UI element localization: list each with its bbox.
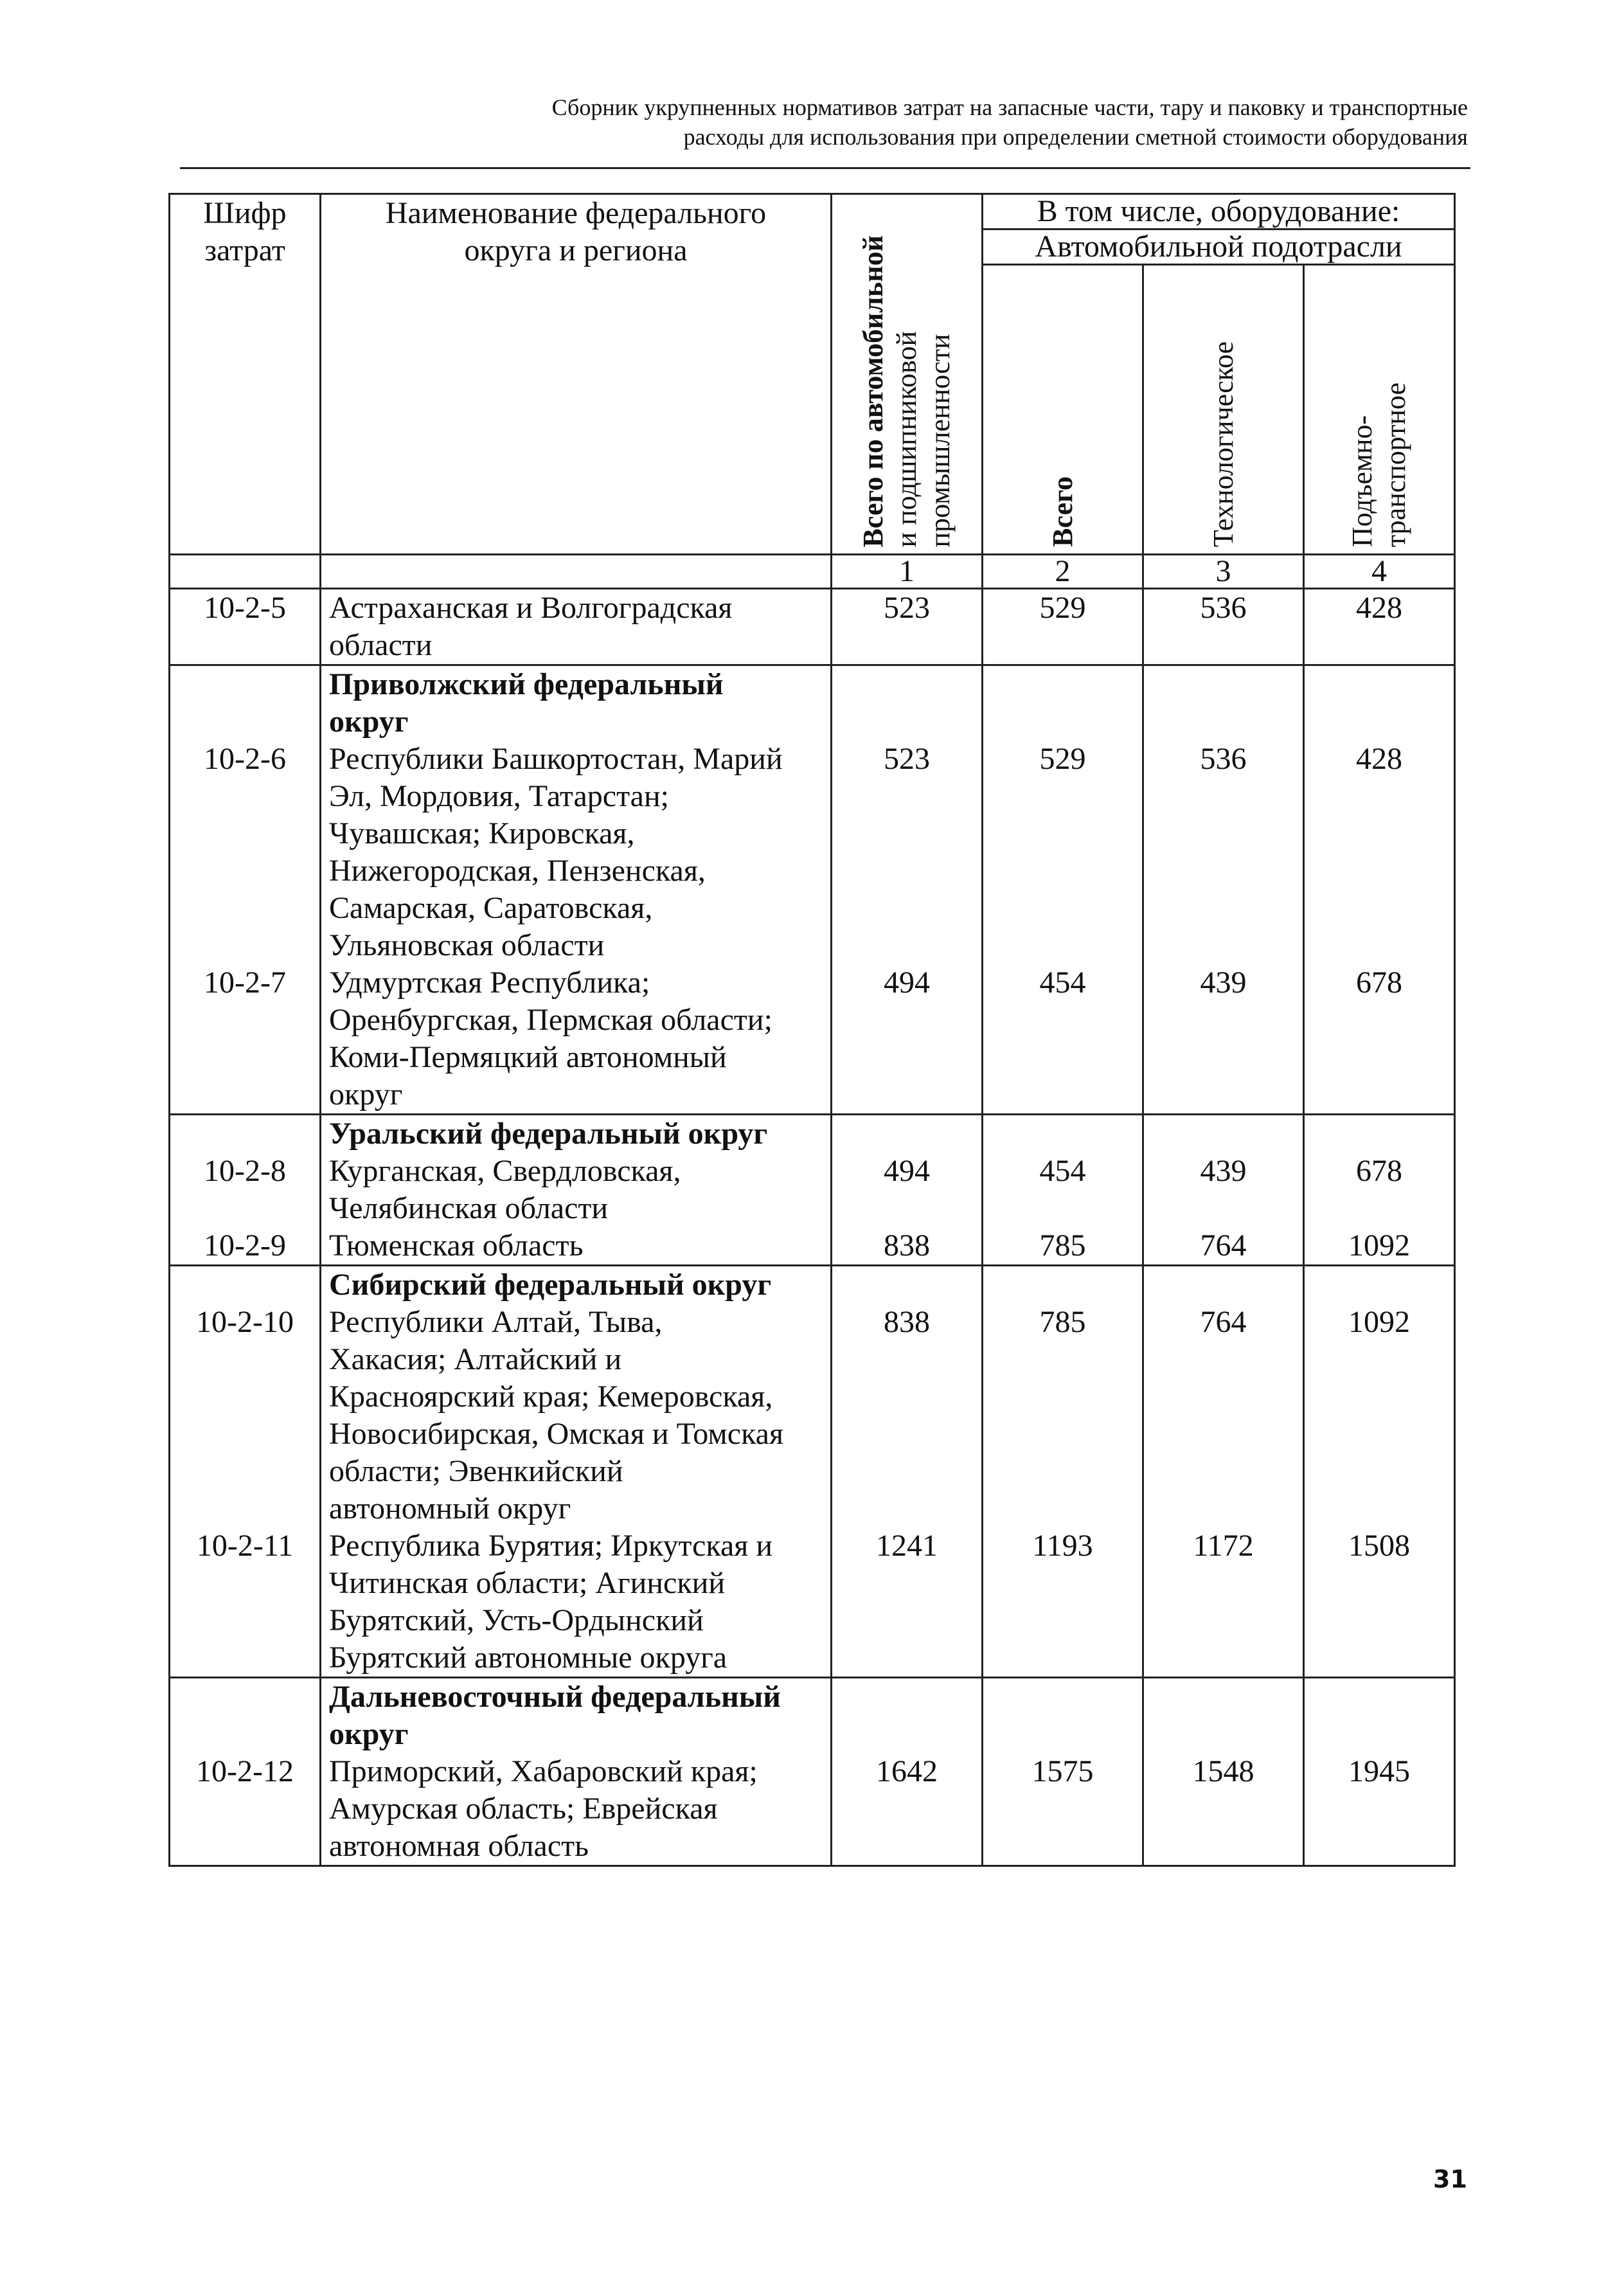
value-sub-total [983,1678,1143,1866]
header-name [321,194,832,555]
header-total-industry-line-3: промышленности [924,334,956,547]
header-sub-total [983,265,1143,555]
district-title: округ [329,1717,409,1751]
value-cell: 785 [1039,1228,1086,1263]
header-technological-text: Технологическое [1207,341,1239,547]
region-line: Тюменская область [329,1228,584,1263]
column-number-1: 1 [832,555,983,589]
colnum-empty-name [321,555,832,589]
value-cell: 1548 [1192,1754,1254,1788]
value-total-industry [832,1115,983,1266]
region-line: Хакасия; Алтайский и [329,1342,622,1376]
value-cell: 678 [1356,966,1402,1000]
value-cell: 494 [884,966,930,1000]
header-lifting-transport [1304,265,1455,555]
value-lifting-transport [1304,1115,1455,1266]
region-line: Читинская области; Агинский [329,1566,726,1600]
column-number-2: 2 [983,555,1143,589]
value-lifting-transport [1304,1266,1455,1678]
row-code: 10-2-8 [204,1154,286,1188]
colnum-empty-code [170,555,321,589]
value-sub-total [983,665,1143,1115]
running-header [180,93,1468,152]
value-sub-total [983,1266,1143,1678]
value-total-industry: 523 [832,589,983,665]
header-total-industry-line-1: Всего по автомобильной [857,235,889,547]
value-cell: 1193 [1032,1529,1093,1563]
value-cell: 494 [884,1154,930,1188]
row-region-name [321,589,832,665]
value-lifting-transport [1304,1678,1455,1866]
value-technological [1143,1266,1304,1678]
value-total-industry [832,1266,983,1678]
value-total-industry [832,1678,983,1866]
value-cell: 454 [1039,966,1086,1000]
running-header-line-2: расходы для использования при определении сметной стоимости оборудования [683,124,1468,150]
row-code: 10-2-12 [196,1754,294,1788]
header-code [170,194,321,555]
header-sub-total-text: Всего [1046,476,1078,547]
value-sub-total: 529 [983,589,1143,665]
value-cell: 439 [1200,966,1247,1000]
region-line: Бурятский автономные округа [329,1641,727,1675]
row-codes [170,1115,321,1266]
value-cell: 428 [1356,742,1402,776]
region-line: Республики Алтай, Тыва, [329,1305,663,1339]
region-line: Коми-Пермяцкий автономный [329,1040,727,1074]
region-line: Новосибирская, Омская и Томская [329,1417,784,1451]
cost-norms-table [168,193,1456,1867]
value-cell: 1945 [1348,1754,1410,1788]
row-region-name [321,1115,832,1266]
region-line: Республики Башкортостан, Марий [329,742,783,776]
table-row [170,589,1455,665]
value-cell: 439 [1200,1154,1247,1188]
value-cell: 785 [1039,1305,1086,1339]
column-number-3: 3 [1143,555,1304,589]
row-codes [170,1266,321,1678]
value-cell: 764 [1200,1228,1247,1263]
district-title: округ [329,705,409,739]
value-cell: 838 [884,1305,930,1339]
region-line: Астраханская и Волгоградская [329,591,733,625]
row-codes [170,1678,321,1866]
header-code-line-2: затрат [204,233,285,267]
header-group-sub: Автомобильной подотрасли [983,229,1455,265]
row-code: 10-2-6 [204,742,286,776]
row-codes [170,665,321,1115]
value-cell: 1642 [876,1754,938,1788]
region-line: Приморский, Хабаровский края; [329,1754,758,1788]
row-code: 10-2-10 [196,1305,294,1339]
header-name-line-2: округа и региона [464,233,688,267]
row-code: 10-2-9 [204,1228,286,1263]
region-line: Курганская, Свердловская, [329,1154,681,1188]
row-code: 10-2-11 [196,1529,294,1563]
value-cell: 1172 [1193,1529,1254,1563]
region-line: Ульяновская области [329,928,605,962]
region-line: Амурская область; Еврейская [329,1792,718,1826]
region-line: округ [329,1077,403,1111]
region-line: Нижегородская, Пензенская, [329,854,706,888]
value-cell: 1575 [1031,1754,1094,1788]
region-line: Челябинская области [329,1191,609,1225]
row-region-name [321,1266,832,1678]
table-row [170,1115,1455,1266]
region-line: Самарская, Саратовская, [329,891,653,925]
region-line: Бурятский, Усть-Ордынский [329,1603,704,1637]
header-name-line-1: Наименование федерального [385,196,767,230]
header-divider [180,167,1470,169]
value-technological [1143,1115,1304,1266]
region-line: Оренбургская, Пермская области; [329,1003,772,1037]
value-total-industry [832,665,983,1115]
value-technological [1143,665,1304,1115]
value-lifting-transport: 428 [1304,589,1455,665]
value-cell: 678 [1356,1154,1402,1188]
value-technological: 536 [1143,589,1304,665]
region-line: автономный округ [329,1491,571,1525]
district-title: Сибирский федеральный округ [329,1268,772,1302]
running-header-line-1: Сборник укрупненных нормативов затрат на запасные части, тару и паковку и транспортные [551,94,1468,120]
row-region-name [321,665,832,1115]
table-row [170,665,1455,1115]
value-cell: 838 [884,1228,930,1263]
row-code: 10-2-7 [204,966,286,1000]
region-line: области; Эвенкийский [329,1454,623,1488]
region-line: автономная область [329,1829,589,1863]
row-code: 10-2-5 [170,589,321,665]
region-line: Республика Бурятия; Иркутская и [329,1529,773,1563]
region-line: Удмуртская Республика; [329,966,650,1000]
district-title: Уральский федеральный округ [329,1117,768,1151]
region-line: Красноярский края; Кемеровская, [329,1380,773,1414]
value-cell: 1092 [1348,1305,1410,1339]
value-sub-total [983,1115,1143,1266]
row-region-name [321,1678,832,1866]
value-technological [1143,1678,1304,1866]
value-cell: 529 [1039,742,1086,776]
value-cell: 1508 [1348,1529,1410,1563]
value-cell: 1241 [876,1529,938,1563]
value-cell: 1092 [1348,1228,1410,1263]
value-cell: 536 [1200,742,1247,776]
header-total-industry-line-2: и подшипниковой [891,330,922,547]
table-row [170,1678,1455,1866]
district-title: Дальневосточный федеральный [329,1680,781,1714]
header-code-line-1: Шифр [203,196,287,230]
table-row [170,1266,1455,1678]
value-cell: 764 [1200,1305,1247,1339]
region-line: Эл, Мордовия, Татарстан; [329,779,669,813]
district-title: Приволжский федеральный [329,667,724,701]
value-cell: 523 [884,742,930,776]
header-lifting-line-2: транспортное [1380,382,1411,547]
region-line: области [329,628,433,662]
page-number: 31 [1433,2165,1467,2193]
value-lifting-transport [1304,665,1455,1115]
header-technological [1143,265,1304,555]
value-cell: 454 [1039,1154,1086,1188]
region-line: Чувашская; Кировская, [329,816,635,850]
header-lifting-line-1: Подъемно- [1346,415,1378,547]
column-number-4: 4 [1304,555,1455,589]
header-group-top: В том числе, оборудование: [983,194,1455,229]
header-total-industry [832,194,983,555]
